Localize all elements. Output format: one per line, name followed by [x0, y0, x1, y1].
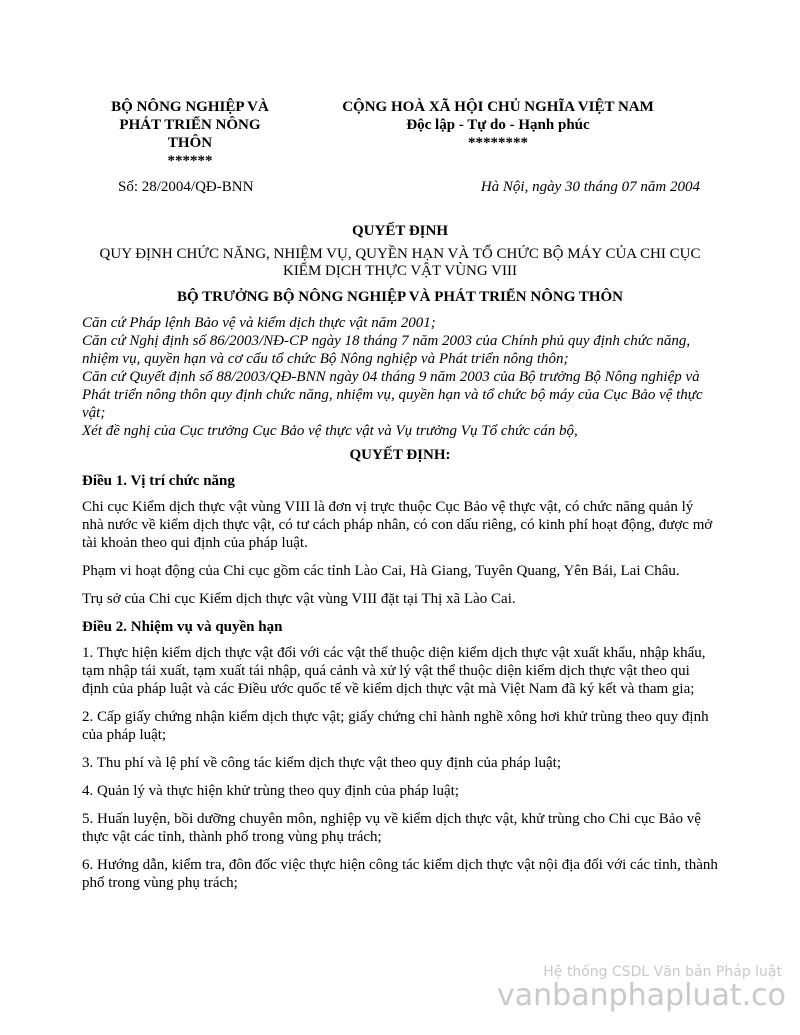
decision-heading: QUYẾT ĐỊNH:: [349, 447, 451, 463]
article-1-title: Điều 1. Vị trí chức năng: [82, 473, 235, 489]
agency-line-1: BỘ NÔNG NGHIỆP VÀ: [111, 99, 269, 115]
motto: Độc lập - Tự do - Hạnh phúc: [406, 117, 590, 133]
article-2-item: 2. Cấp giấy chứng nhận kiểm dịch thực vật; giấy chứng chỉ hành nghề xông hơi khử trùng theo quy định của pháp luật;: [82, 709, 709, 743]
article-2-item: 3. Thu phí và lệ phí về công tác kiểm dịch thực vật theo quy định của pháp luật;: [82, 755, 561, 771]
legal-basis: [82, 314, 718, 440]
article-1-paragraph: Phạm vi hoạt động của Chi cục gồm các tỉnh Lào Cai, Hà Giang, Tuyên Quang, Yên Bái, Lai Châu.: [82, 563, 680, 579]
article-2-item: 1. Thực hiện kiểm dịch thực vật đối với các vật thể thuộc diện kiểm dịch thực vật xuất khẩu, nhập khẩu, tạm nhập tái xuất, tạm xuất tái nhập, quá cảnh và xử lý vật thể thuộc diện kiểm dịch thực vật theo qui định của pháp luật và các Điều ước quốc tế về kiểm dịch thực vật mà Việt Nam đã ký kết và tham gia;: [82, 645, 706, 697]
issuing-agency-header: [90, 98, 290, 170]
article-2-title: Điều 2. Nhiệm vụ và quyền hạn: [82, 619, 283, 635]
issuing-authority: BỘ TRƯỞNG BỘ NÔNG NGHIỆP VÀ PHÁT TRIỂN NÔNG THÔN: [176, 289, 624, 305]
agency-line-3: THÔN: [167, 135, 213, 151]
document-date: Hà Nội, ngày 30 tháng 07 năm 2004: [480, 179, 700, 195]
basis-item: Căn cứ Pháp lệnh Bảo vệ và kiểm dịch thực vật năm 2001;: [82, 315, 436, 331]
watermark-site-link[interactable]: vanbanphapluat.co: [497, 978, 786, 1013]
agency-stars: ******: [167, 153, 213, 169]
article-1-paragraph: Chi cục Kiểm dịch thực vật vùng VIII là đơn vị trực thuộc Cục Bảo vệ thực vật, có chức năng quản lý nhà nước về kiểm dịch thực vật, có tư cách pháp nhân, có con dấu riêng, có kinh phí hoạt động, được mở tài khoản theo qui định của pháp luật.: [82, 499, 713, 551]
article-2-item: 5. Huấn luyện, bồi dưỡng chuyên môn, nghiệp vụ về kiểm dịch thực vật, khử trùng cho Chi cục Bảo vệ thực vật các tỉnh, thành phố trong vùng phụ trách;: [82, 811, 701, 845]
article-2-item: 4. Quản lý và thực hiện khử trùng theo quy định của pháp luật;: [82, 783, 460, 799]
document-number: Số: 28/2004/QĐ-BNN: [118, 179, 254, 195]
basis-item: Căn cứ Quyết định số 88/2003/QĐ-BNN ngày 04 tháng 9 năm 2003 của Bộ trưởng Bộ Nông nghiệp và Phát triển nông thôn quy định chức năng, nhiệm vụ, quyền hạn và tổ chức bộ máy của Cục Bảo vệ thực vật;: [82, 369, 703, 421]
article-2-item: 6. Hướng dẫn, kiểm tra, đôn đốc việc thực hiện công tác kiểm dịch thực vật nội địa đối với các tỉnh, thành phố trong vùng phụ trách;: [82, 857, 718, 891]
document-subtitle: QUY ĐỊNH CHỨC NĂNG, NHIỆM VỤ, QUYỀN HẠN VÀ TỔ CHỨC BỘ MÁY CỦA CHI CỤC KIỂM DỊCH THỰC VẬT VÙNG VIII: [99, 246, 701, 279]
basis-item: Căn cứ Nghị định số 86/2003/NĐ-CP ngày 18 tháng 7 năm 2003 của Chính phủ quy định chức năng, nhiệm vụ, quyền hạn và cơ cấu tổ chức Bộ Nông nghiệp và Phát triển nông thôn;: [82, 333, 691, 367]
document-title: QUYẾT ĐỊNH: [352, 223, 448, 239]
document-body: [82, 222, 718, 902]
article-1-paragraph: Trụ sở của Chi cục Kiểm dịch thực vật vùng VIII đặt tại Thị xã Lào Cai.: [82, 591, 516, 607]
basis-item: Xét đề nghị của Cục trưởng Cục Bảo vệ thực vật và Vụ trưởng Vụ Tổ chức cán bộ,: [82, 423, 578, 439]
motto-stars: ********: [468, 135, 528, 151]
watermark-caption: Hệ thống CSDL Văn bản Pháp luật: [543, 964, 782, 980]
national-motto-header: [318, 98, 678, 152]
agency-line-2: PHÁT TRIỂN NÔNG: [119, 117, 261, 133]
country-name: CỘNG HOÀ XÃ HỘI CHỦ NGHĨA VIỆT NAM: [342, 99, 654, 115]
